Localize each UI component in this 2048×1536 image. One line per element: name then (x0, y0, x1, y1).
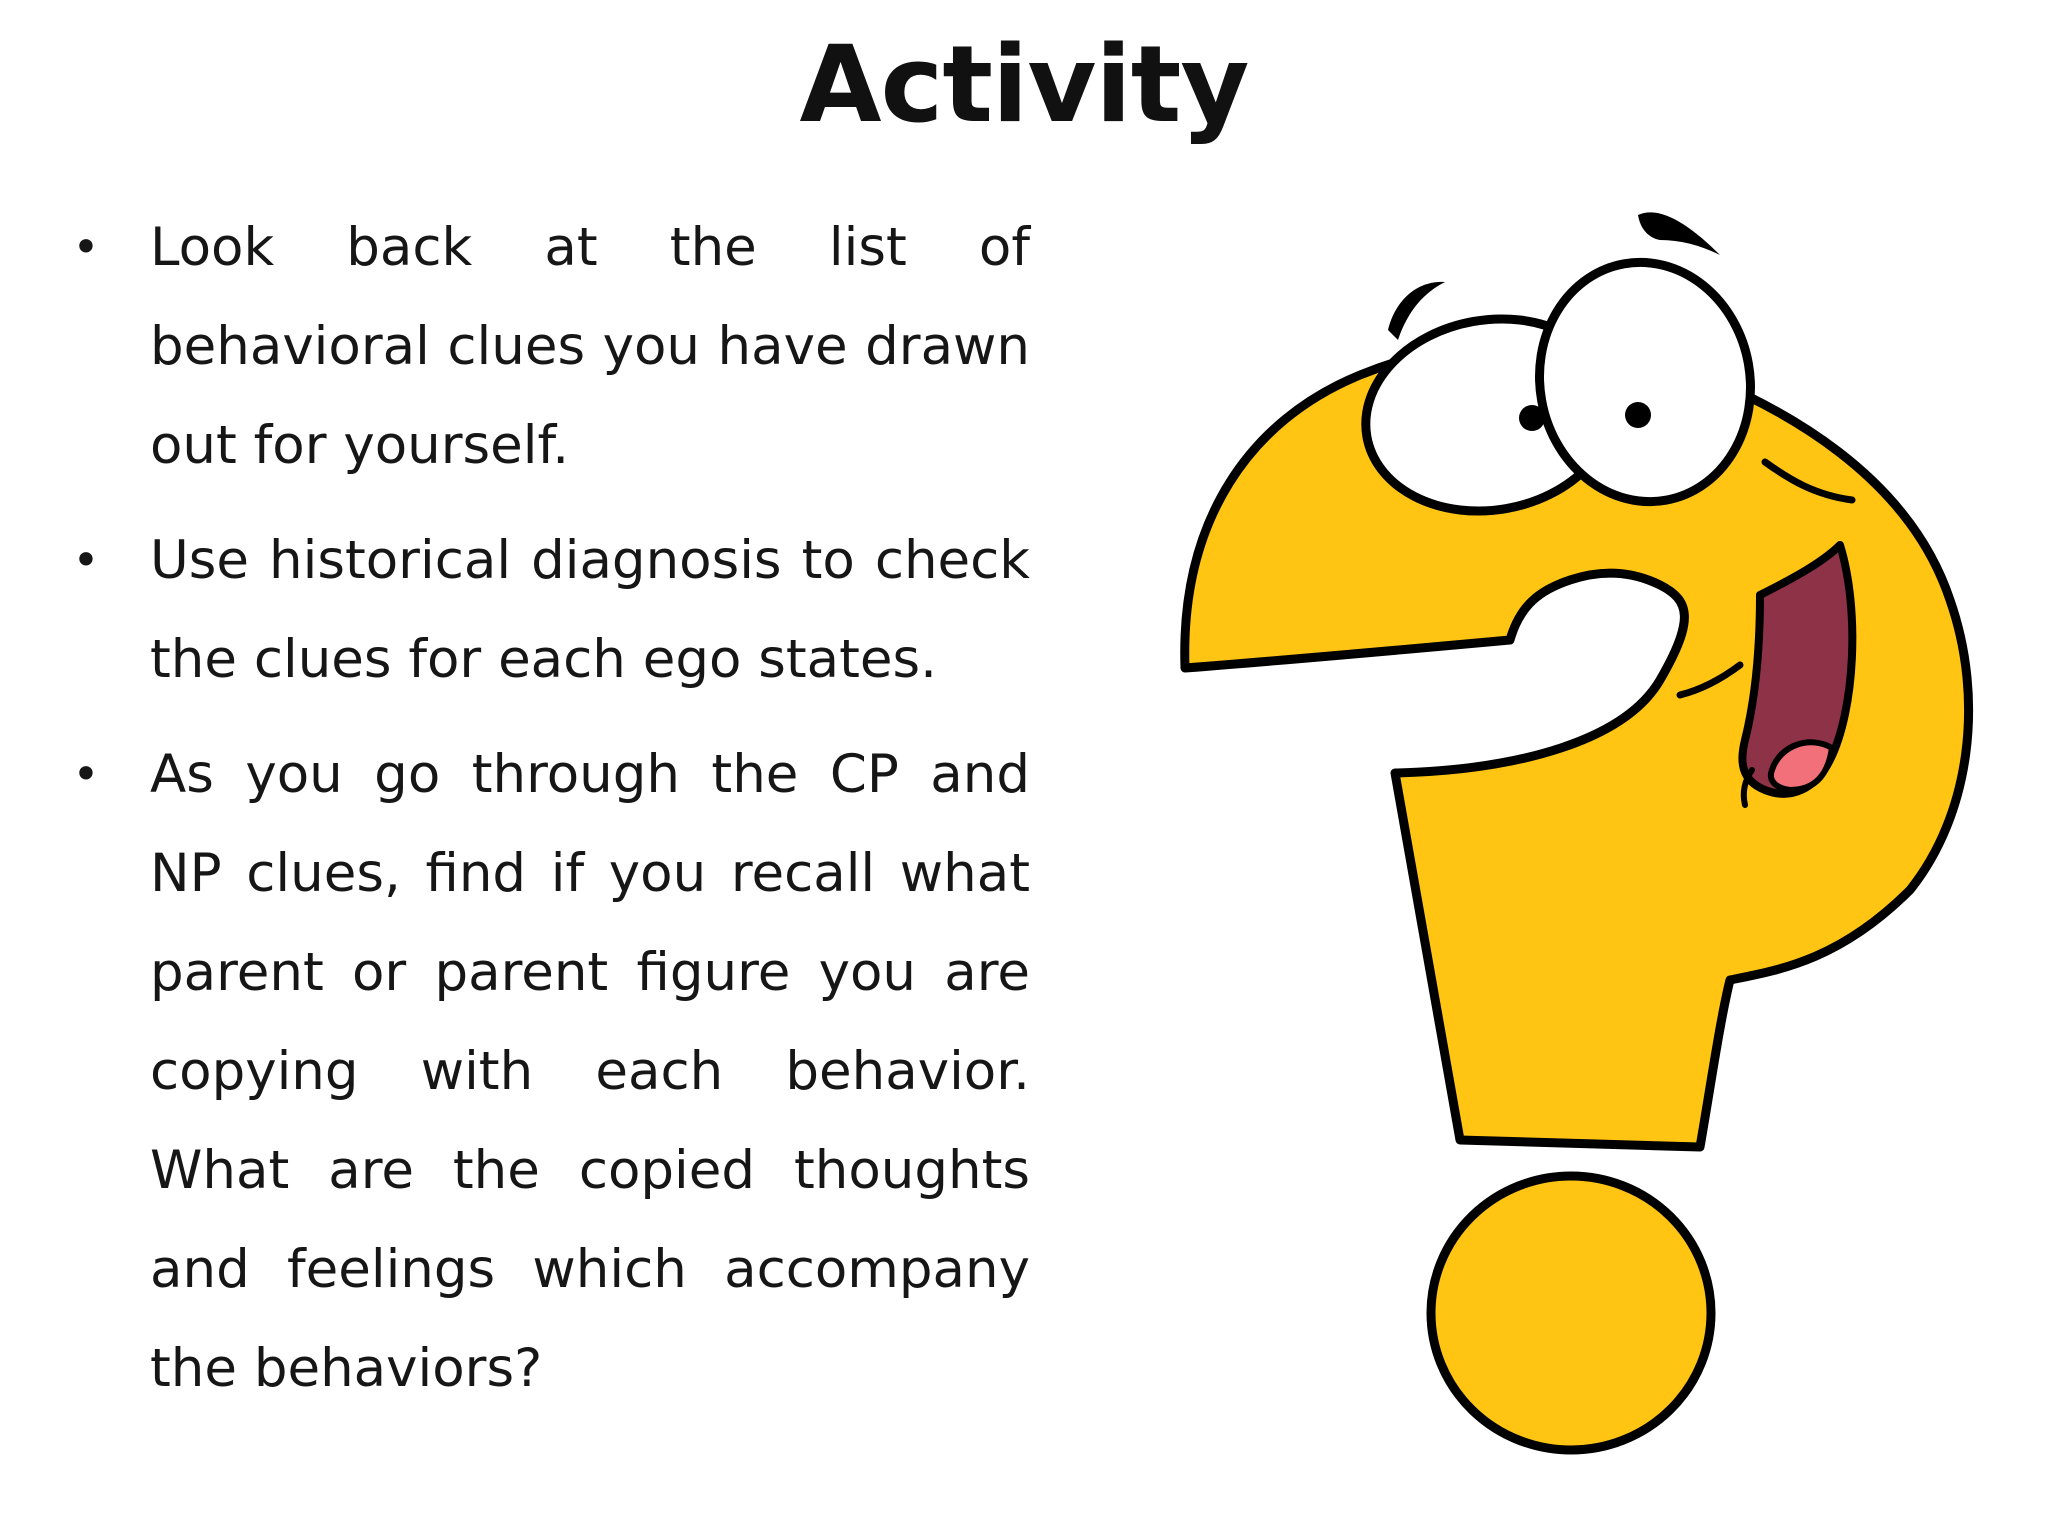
bullet-item (72, 511, 1030, 709)
right-eyebrow (1638, 212, 1720, 255)
bullet-item (72, 198, 1030, 495)
right-pupil (1625, 402, 1651, 428)
left-pupil (1519, 405, 1545, 431)
bullet-text: Look back at the list of behavioral clues you have drawn out for yourself. (150, 217, 1030, 476)
bullet-text: Use historical diagnosis to check the clues for each ego states. (150, 530, 1030, 690)
bullet-text: As you go through the CP and NP clues, find if you recall what parent or parent figure you are copying with each behavior. What are the copied thoughts and feelings which accompany the behaviors? (150, 744, 1030, 1399)
bullet-item (72, 725, 1030, 1418)
bullet-dot-icon: • (72, 533, 100, 587)
bullet-dot-icon: • (72, 747, 100, 801)
question-mark-dot (1431, 1176, 1711, 1450)
slide-title: Activity (799, 23, 1249, 146)
question-mark-cartoon-icon (1150, 190, 2010, 1470)
bullet-list (72, 198, 1030, 1434)
bullet-dot-icon: • (72, 220, 100, 274)
